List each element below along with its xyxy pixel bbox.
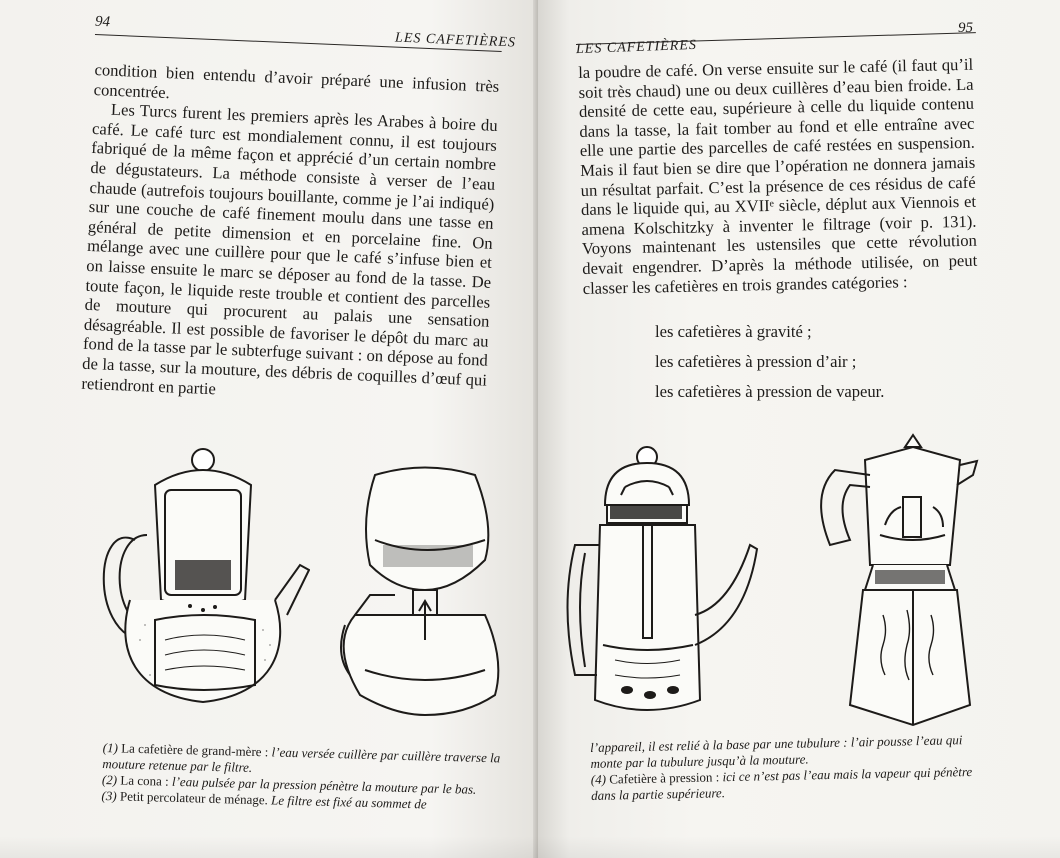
right-figure-captions (590, 732, 986, 804)
paragraph: condition bien entendu d’avoir préparé une infusion très concentrée. (93, 60, 500, 102)
category-list-item: les cafetières à gravité ; (655, 322, 812, 341)
page-shadow (0, 836, 1060, 858)
figure-household-percolator (555, 445, 780, 735)
running-head-right: LES CAFETIÈRES (575, 37, 698, 58)
caption-3: (3) Petit percolateur de ménage. Le filtre est fixé au sommet de (101, 787, 427, 812)
left-body-text (81, 60, 500, 410)
figure-stovetop-moka-pot (795, 425, 985, 735)
caption-1: (1) La cafetière de grand-mère : l’eau versée cuillère par cuillère traverse la mouture retenue par le filtre. (102, 740, 501, 775)
figure-grandmother-coffee-pot (95, 440, 310, 730)
category-list-item: les cafetières à pression d’air ; (655, 352, 857, 371)
caption-2: (2) La cona : l’eau pulsée par la pression pénètre la mouture par le bas. (101, 771, 477, 797)
page-number-right: 95 (958, 20, 973, 36)
running-head-left: LES CAFETIÈRES (394, 30, 517, 51)
right-body-text (578, 55, 978, 298)
header-rule-right (576, 32, 976, 45)
page-number-left: 94 (94, 13, 111, 31)
category-list-item: les cafetières à pression de vapeur. (655, 382, 885, 401)
caption-4: (4) Cafetière à pression : ici ce n’est pas l’eau mais la vapeur qui pénètre dans la partie supérieure. (590, 764, 973, 803)
paragraph: la poudre de café. On verse ensuite sur le café (il faut qu’il soit très chaud) une ou deux cuillères d’eau bien froide. La densité de cette eau, supérieure à celle du liquide contenu dans la tasse, la fait tomber au fond et elle entraîne avec elle une partie des parcelles de café restées en suspension. Mais il faut bien se dire que l’opération ne donnera jamais un résultat parfait. C’est la présence de ces résidus de café dans le liquide qui, au XVIIᵉ siècle, déplut aux Viennois et amena Kolschitzky à inventer le filtrage (voir p. 131). Voyons maintenant les ustensiles que cette révolution devait engendrer. D’après la méthode utilisée, on peut classer les cafetières en trois grandes catégories : (578, 54, 978, 298)
left-figure-captions (101, 740, 503, 814)
caption-continued: l’appareil, il est relié à la base par une tubulure : l’air pousse l’eau qui monte par la tubulure jusqu’à la mouture. (590, 732, 963, 771)
paragraph: Les Turcs furent les premiers après les Arabes à boire du café. Le café turc est mondialement connu, il est toujours fabriqué de la même façon et apprécié d’un certain nombre de dégustateurs. La méthode consiste à verser de l’eau chaude (autrefois toujours bouillante, comme je l’ai indiqué) sur une couche de café finement moulu dans une tasse en général de petite dimension et en porcelaine fine. On mélange avec une cuillère pour que le café s’infuse bien et on laisse ensuite le marc se déposer au fond de la tasse. De toute façon, le liquide reste trouble et contient des parcelles de mouture qui procurent au palais une sensation désagréable. Il est possible de favoriser le dépôt du marc au fond de la tasse par le subterfuge suivant : on dépose au fond de la tasse, sur la mouture, des débris de coquilles d’œuf qui retiendront en partie (81, 99, 499, 398)
figure-cona-vacuum-brewer (335, 465, 505, 735)
